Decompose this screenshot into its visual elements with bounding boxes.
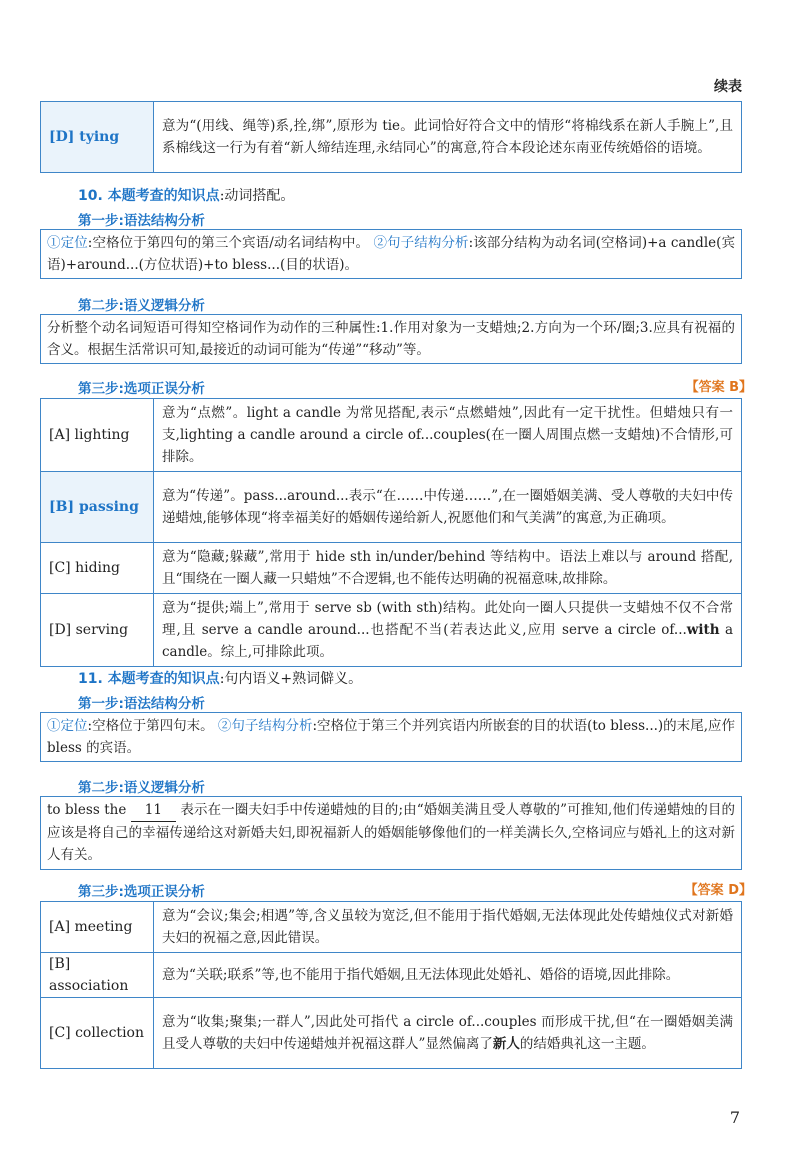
- q10-step3-label: 第三步:选项正误分析: [78, 381, 205, 397]
- q11-step3-label: 第三步:选项正误分析: [78, 884, 205, 900]
- q9-option-table: [40, 101, 742, 173]
- q11-step1-box: ①定位:空格位于第四句末。 ②句子结构分析:空格位于第三个并列宾语内所嵌套的目的状语(to bless...)的末尾,应作 bless 的宾语。: [40, 712, 742, 762]
- q10-step2-label: 第二步:语义逻辑分析: [78, 298, 205, 314]
- option-text: 意为“(用线、绳等)系,拴,绑”,原形为 tie。此词恰好符合文中的情形“将棉线系在新人手腕上”,且系棉线这一行为有着“新人缔结连理,永结同心”的寓意,符合本段论述东南亚传统婚俗的语境。: [154, 102, 742, 173]
- q10-option-table: [40, 398, 742, 667]
- table-row: [41, 998, 742, 1069]
- continued-label: 续表: [714, 79, 742, 95]
- table-row: [41, 102, 742, 173]
- option-text: 意为“提供;端上”,常用于 serve sb (with sth)结构。此处向一圈人只提供一支蜡烛不仅不合常理,且 serve a candle around...也搭配不当(若表达此义,应用 serve a circle of...with a candle。综上,可排除此项。: [154, 594, 742, 667]
- option-label: [A] lighting: [41, 399, 154, 472]
- option-label: [C] collection: [41, 998, 154, 1069]
- table-row: [41, 543, 742, 594]
- table-row: [41, 594, 742, 667]
- table-row: [41, 472, 742, 543]
- option-label: [B] association: [41, 953, 154, 998]
- option-text: 意为“关联;联系”等,也不能用于指代婚姻,且无法体现此处婚礼、婚俗的语境,因此排除。: [154, 953, 742, 998]
- page-number: 7: [729, 1108, 740, 1127]
- option-label: [D] serving: [41, 594, 154, 667]
- q11-step2-label: 第二步:语义逻辑分析: [78, 780, 205, 796]
- option-label: [D] tying: [41, 102, 154, 173]
- q10-step1-label: 第一步:语法结构分析: [78, 213, 205, 229]
- q10-answer: 【答案 B】: [685, 380, 752, 395]
- q11-step1-label: 第一步:语法结构分析: [78, 696, 205, 712]
- q10-step1-box: ①定位:空格位于第四句的第三个宾语/动名词结构中。 ②句子结构分析:该部分结构为动名词(空格词)+a candle(宾语)+around...(方位状语)+to bless...(目的状语)。: [40, 229, 742, 279]
- option-label: [A] meeting: [41, 902, 154, 953]
- option-text: 意为“点燃”。light a candle 为常见搭配,表示“点燃蜡烛”,因此有一定干扰性。但蜡烛只有一支,lighting a candle around a circle of...couples(在一圈人周围点燃一支蜡烛)不合情形,可排除。: [154, 399, 742, 472]
- option-text: 意为“收集;聚集;一群人”,因此处可指代 a circle of...couples 而形成干扰,但“在一圈婚姻美满且受人尊敬的夫妇中传递蜡烛并祝福这群人”显然偏离了新人的结婚典礼这一主题。: [154, 998, 742, 1069]
- q11-step2-box: to bless the 11 表示在一圈夫妇手中传递蜡烛的目的;由“婚姻美满且受人尊敬的”可推知,他们传递蜡烛的目的应该是将自己的幸福传递给这对新婚夫妇,即祝福新人的婚姻能够像他们的一样美满长久,空格词应与婚礼上的这对新人有关。: [40, 796, 742, 870]
- table-row: [41, 902, 742, 953]
- option-text: 意为“传递”。pass...around...表示“在……中传递……”,在一圈婚姻美满、受人尊敬的夫妇中传递蜡烛,能够体现“将幸福美好的婚姻传递给新人,祝愿他们和气美满”的寓意,为正确项。: [154, 472, 742, 543]
- blank-11: 11: [131, 799, 176, 822]
- option-label: [B] passing: [41, 472, 154, 543]
- q11-answer: 【答案 D】: [684, 883, 752, 898]
- q10-step2-box: 分析整个动名词短语可得知空格词作为动作的三种属性:1.作用对象为一支蜡烛;2.方向为一个环/圈;3.应具有祝福的含义。根据生活常识可知,最接近的动词可能为“传递”“移动”等。: [40, 314, 742, 364]
- option-text: 意为“会议;集会;相遇”等,含义虽较为宽泛,但不能用于指代婚姻,无法体现此处传蜡烛仪式对新婚夫妇的祝福之意,因此错误。: [154, 902, 742, 953]
- q11-heading: 11. 本题考查的知识点:句内语义+熟词僻义。: [78, 671, 363, 687]
- option-label: [C] hiding: [41, 543, 154, 594]
- table-row: [41, 953, 742, 998]
- table-row: [41, 399, 742, 472]
- option-text: 意为“隐藏;躲藏”,常用于 hide sth in/under/behind 等结构中。语法上难以与 around 搭配,且“围绕在一圈人藏一只蜡烛”不合逻辑,也不能传达明确的祝福意味,故排除。: [154, 543, 742, 594]
- q10-heading: 10. 本题考查的知识点:动词搭配。: [78, 188, 295, 204]
- q11-option-table: [40, 901, 742, 1069]
